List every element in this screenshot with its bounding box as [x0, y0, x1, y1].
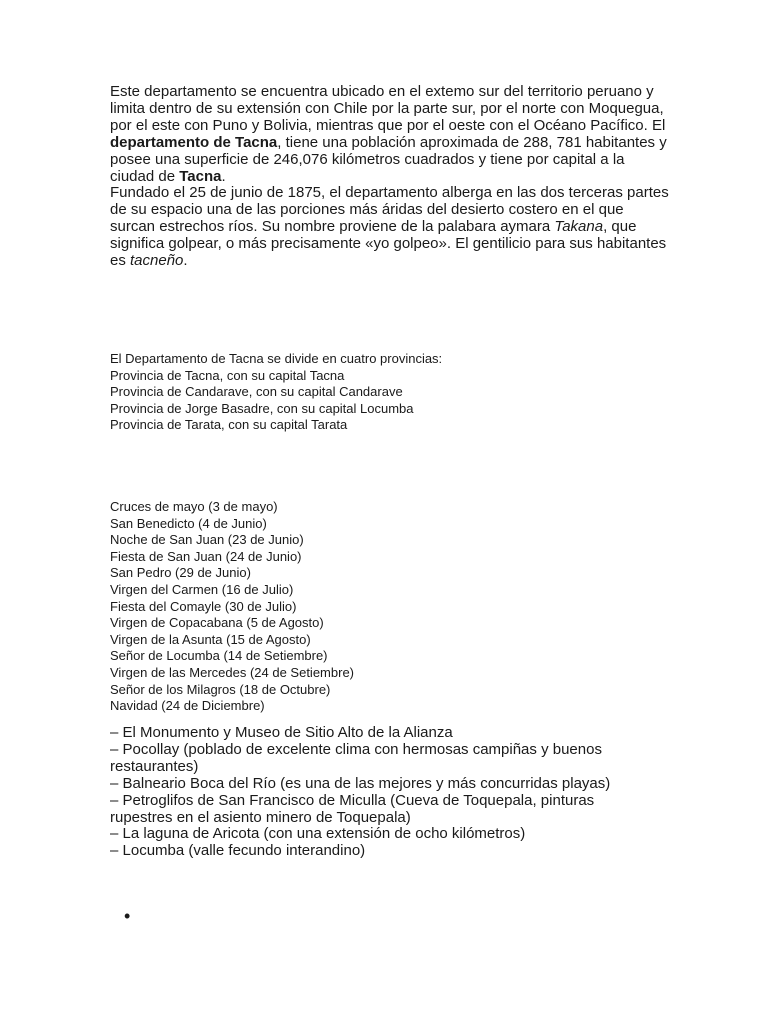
- attraction-item: – La laguna de Aricota (con una extensión de ocho kilómetros): [110, 825, 526, 843]
- festival-item: San Benedicto (4 de Junio): [110, 515, 267, 531]
- festival-item: Señor de Locumba (14 de Setiembre): [110, 648, 328, 664]
- intro-text-2: , tiene una población aproximada de 288, 781 habitantes y posee una superficie de 246,076 kilómetros cuadrados y tiene por capital a la ciudad de: [110, 133, 667, 185]
- provinces-heading: El Departamento de Tacna se divide en cuatro provincias:: [110, 351, 443, 366]
- attraction-item: – Petroglifos de San Francisco de Miculla (Cueva de Toquepala, pinturas rupestres en el asiento minero de Toquepala): [110, 791, 595, 826]
- attraction-item: – Balneario Boca del Río (es una de las mejores y más concurridas playas): [110, 774, 611, 792]
- attraction-item: – El Monumento y Museo de Sitio Alto de la Alianza: [110, 724, 453, 741]
- province-item: Provincia de Jorge Basadre, con su capital Locumba: [110, 400, 414, 416]
- province-item: Provincia de Tacna, con su capital Tacna: [110, 367, 345, 383]
- bullet-point: •: [124, 906, 131, 926]
- festival-item: Fiesta del Comayle (30 de Julio): [110, 598, 297, 614]
- founded-text-end: .: [183, 252, 188, 270]
- intro-bold-tacna: Tacna: [179, 167, 222, 185]
- founded-text-2: , que significa golpear, o más precisamente «yo golpeo». El gentilicio para sus habitantes es: [110, 218, 667, 270]
- founded-italic-tacneno: tacneño: [130, 252, 184, 270]
- founded-text-1: Fundado el 25 de junio de 1875, el departamento alberga en las dos terceras partes de su espacio una de las porciones más áridas del desierto costero en el que surcan estrechos ríos. Su nombre proviene de la palabara aymara: [110, 184, 669, 236]
- festival-item: San Pedro (29 de Junio): [110, 565, 251, 581]
- attraction-item: – Pocollay (poblado de excelente clima con hermosas campiñas y buenos restaurantes): [110, 740, 602, 775]
- founded-italic-takana: Takana: [554, 218, 604, 236]
- intro-text-1: Este departamento se encuentra ubicado en el extemo sur del territorio peruano y limita dentro de su extensión con Chile por la parte sur, por el norte con Moquegua, por el este con Puno y Bolivia, mientras que por el oeste con el Océano Pacífico. El: [110, 83, 666, 134]
- attractions-list: [110, 725, 650, 860]
- province-item: Provincia de Candarave, con su capital Candarave: [110, 384, 403, 399]
- provinces-list: [110, 351, 670, 434]
- festival-item: Navidad (24 de Diciembre): [110, 698, 265, 714]
- intro-text-2-end: .: [221, 167, 226, 185]
- festival-item: Virgen de las Mercedes (24 de Setiembre): [110, 664, 354, 680]
- intro-bold-department: departamento de Tacna: [110, 133, 278, 151]
- festival-item: Virgen del Carmen (16 de Julio): [110, 581, 294, 597]
- festival-item: Fiesta de San Juan (24 de Junio): [110, 548, 302, 564]
- attraction-item: – Locumba (valle fecundo interandino): [110, 842, 366, 860]
- festival-item: Virgen de Copacabana (5 de Agosto): [110, 615, 324, 631]
- province-item: Provincia de Tarata, con su capital Tarata: [110, 417, 348, 432]
- festival-item: Cruces de mayo (3 de mayo): [110, 499, 278, 514]
- festival-item: Virgen de la Asunta (15 de Agosto): [110, 631, 311, 647]
- festival-item: Señor de los Milagros (18 de Octubre): [110, 681, 331, 697]
- festival-item: Noche de San Juan (23 de Junio): [110, 532, 304, 548]
- festivals-list: [110, 499, 670, 715]
- intro-paragraph: [110, 84, 670, 270]
